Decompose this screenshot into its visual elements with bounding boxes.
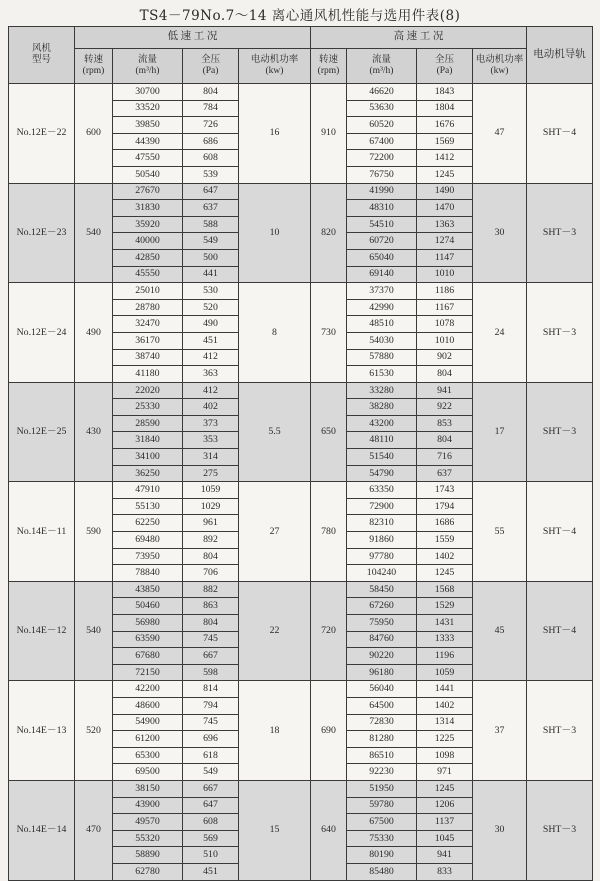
header-high-flow [347, 49, 417, 84]
high-flow-cell: 67400 [347, 133, 417, 150]
low-flow-cell: 78840 [113, 565, 183, 582]
low-pressure-cell: 275 [183, 465, 239, 482]
model-cell: No.12E－22 [9, 84, 75, 184]
high-flow-cell: 56040 [347, 681, 417, 698]
low-flow-cell: 36170 [113, 332, 183, 349]
low-flow-cell: 69480 [113, 532, 183, 549]
high-power-cell: 17 [473, 382, 527, 482]
motor-rail-cell: SHT－4 [527, 482, 593, 582]
low-flow-cell: 47550 [113, 150, 183, 167]
low-speed-cell: 470 [75, 780, 113, 880]
table-row [9, 183, 593, 200]
high-pressure-cell: 1843 [417, 84, 473, 101]
low-flow-cell: 50460 [113, 598, 183, 615]
low-pressure-cell: 510 [183, 847, 239, 864]
high-pressure-cell: 1167 [417, 299, 473, 316]
low-flow-cell: 28590 [113, 415, 183, 432]
low-pressure-cell: 520 [183, 299, 239, 316]
low-flow-cell: 54900 [113, 714, 183, 731]
high-flow-cell: 57880 [347, 349, 417, 366]
high-flow-cell: 53630 [347, 100, 417, 117]
low-pressure-cell: 549 [183, 764, 239, 781]
high-pressure-cell: 902 [417, 349, 473, 366]
header-low-pressure-label: 全压 [200, 55, 220, 66]
low-speed-cell: 520 [75, 681, 113, 781]
model-cell: No.12E－23 [9, 183, 75, 283]
high-pressure-cell: 1441 [417, 681, 473, 698]
table-row [9, 681, 593, 698]
header-low-power [239, 49, 311, 84]
high-pressure-cell: 1363 [417, 216, 473, 233]
low-flow-cell: 73950 [113, 548, 183, 565]
low-flow-cell: 48600 [113, 697, 183, 714]
low-pressure-cell: 804 [183, 548, 239, 565]
low-pressure-cell: 373 [183, 415, 239, 432]
model-cell: No.12E－24 [9, 283, 75, 383]
header-low-speed-unit: (rpm) [82, 66, 105, 76]
header-high-speed [311, 49, 347, 84]
high-flow-cell: 43200 [347, 415, 417, 432]
high-power-cell: 47 [473, 84, 527, 184]
low-flow-cell: 33520 [113, 100, 183, 117]
low-pressure-cell: 745 [183, 631, 239, 648]
high-flow-cell: 104240 [347, 565, 417, 582]
high-flow-cell: 64500 [347, 697, 417, 714]
low-flow-cell: 65300 [113, 747, 183, 764]
high-pressure-cell: 941 [417, 847, 473, 864]
low-pressure-cell: 353 [183, 432, 239, 449]
high-pressure-cell: 804 [417, 432, 473, 449]
high-speed-cell: 640 [311, 780, 347, 880]
header-low-speed-label: 转速 [83, 55, 103, 66]
high-flow-cell: 42990 [347, 299, 417, 316]
high-flow-cell: 97780 [347, 548, 417, 565]
high-speed-cell: 720 [311, 581, 347, 681]
low-flow-cell: 62250 [113, 515, 183, 532]
header-high-speed-group: 高 速 工 况 [311, 27, 527, 49]
high-pressure-cell: 1010 [417, 332, 473, 349]
low-pressure-cell: 794 [183, 697, 239, 714]
high-pressure-cell: 1402 [417, 548, 473, 565]
high-power-cell: 24 [473, 283, 527, 383]
motor-rail-cell: SHT－3 [527, 283, 593, 383]
header-low-flow [113, 49, 183, 84]
low-flow-cell: 62780 [113, 863, 183, 880]
low-pressure-cell: 451 [183, 332, 239, 349]
table-row [9, 780, 593, 797]
low-pressure-cell: 667 [183, 648, 239, 665]
high-power-cell: 45 [473, 581, 527, 681]
header-high-power [473, 49, 527, 84]
high-pressure-cell: 1569 [417, 133, 473, 150]
low-flow-cell: 44390 [113, 133, 183, 150]
low-flow-cell: 47910 [113, 482, 183, 499]
header-low-speed [75, 49, 113, 84]
motor-rail-cell: SHT－3 [527, 183, 593, 283]
header-high-pressure-unit: (Pa) [436, 66, 453, 76]
low-pressure-cell: 549 [183, 233, 239, 250]
low-speed-cell: 430 [75, 382, 113, 482]
low-speed-cell: 540 [75, 581, 113, 681]
low-power-cell: 5.5 [239, 382, 311, 482]
model-cell: No.14E－14 [9, 780, 75, 880]
low-flow-cell: 43850 [113, 581, 183, 598]
high-pressure-cell: 1196 [417, 648, 473, 665]
low-pressure-cell: 412 [183, 349, 239, 366]
low-flow-cell: 34100 [113, 449, 183, 466]
low-flow-cell: 32470 [113, 316, 183, 333]
header-high-flow-unit: (m³/h) [369, 66, 394, 76]
low-flow-cell: 43900 [113, 797, 183, 814]
low-pressure-cell: 402 [183, 399, 239, 416]
high-pressure-cell: 1245 [417, 565, 473, 582]
high-pressure-cell: 1245 [417, 780, 473, 797]
low-flow-cell: 41180 [113, 366, 183, 383]
low-flow-cell: 25010 [113, 283, 183, 300]
header-high-speed-label: 转速 [318, 55, 338, 66]
table-row [9, 84, 593, 101]
high-pressure-cell: 1137 [417, 814, 473, 831]
low-flow-cell: 40000 [113, 233, 183, 250]
low-pressure-cell: 814 [183, 681, 239, 698]
low-flow-cell: 35920 [113, 216, 183, 233]
high-flow-cell: 63350 [347, 482, 417, 499]
low-flow-cell: 49570 [113, 814, 183, 831]
high-flow-cell: 38280 [347, 399, 417, 416]
high-pressure-cell: 971 [417, 764, 473, 781]
high-pressure-cell: 1045 [417, 830, 473, 847]
low-flow-cell: 58890 [113, 847, 183, 864]
high-pressure-cell: 1529 [417, 598, 473, 615]
high-pressure-cell: 1686 [417, 515, 473, 532]
high-pressure-cell: 1098 [417, 747, 473, 764]
high-speed-cell: 780 [311, 482, 347, 582]
high-pressure-cell: 1333 [417, 631, 473, 648]
high-pressure-cell: 1431 [417, 615, 473, 632]
high-flow-cell: 82310 [347, 515, 417, 532]
low-pressure-cell: 726 [183, 117, 239, 134]
high-pressure-cell: 1078 [417, 316, 473, 333]
header-high-pressure [417, 49, 473, 84]
low-pressure-cell: 961 [183, 515, 239, 532]
header-low-power-unit: (kw) [265, 66, 284, 76]
high-flow-cell: 75950 [347, 615, 417, 632]
low-pressure-cell: 500 [183, 249, 239, 266]
low-power-cell: 22 [239, 581, 311, 681]
high-power-cell: 30 [473, 183, 527, 283]
high-flow-cell: 41990 [347, 183, 417, 200]
high-power-cell: 55 [473, 482, 527, 582]
high-flow-cell: 61530 [347, 366, 417, 383]
low-pressure-cell: 608 [183, 150, 239, 167]
header-model-line2: 型号 [31, 55, 51, 65]
low-pressure-cell: 608 [183, 814, 239, 831]
high-flow-cell: 54030 [347, 332, 417, 349]
model-cell: No.14E－12 [9, 581, 75, 681]
header-high-flow-label: 流量 [371, 55, 391, 66]
low-pressure-cell: 696 [183, 731, 239, 748]
low-pressure-cell: 618 [183, 747, 239, 764]
high-pressure-cell: 1274 [417, 233, 473, 250]
high-flow-cell: 48110 [347, 432, 417, 449]
high-speed-cell: 730 [311, 283, 347, 383]
low-flow-cell: 28780 [113, 299, 183, 316]
high-flow-cell: 72830 [347, 714, 417, 731]
high-pressure-cell: 1147 [417, 249, 473, 266]
low-pressure-cell: 863 [183, 598, 239, 615]
high-pressure-cell: 716 [417, 449, 473, 466]
high-pressure-cell: 1314 [417, 714, 473, 731]
high-pressure-cell: 1568 [417, 581, 473, 598]
high-pressure-cell: 1412 [417, 150, 473, 167]
low-power-cell: 10 [239, 183, 311, 283]
header-low-pressure [183, 49, 239, 84]
high-flow-cell: 85480 [347, 863, 417, 880]
high-power-cell: 30 [473, 780, 527, 880]
low-power-cell: 15 [239, 780, 311, 880]
high-flow-cell: 75330 [347, 830, 417, 847]
high-flow-cell: 84760 [347, 631, 417, 648]
low-pressure-cell: 637 [183, 200, 239, 217]
header-high-speed-unit: (rpm) [317, 66, 340, 76]
low-flow-cell: 61200 [113, 731, 183, 748]
low-flow-cell: 36250 [113, 465, 183, 482]
low-flow-cell: 67680 [113, 648, 183, 665]
low-pressure-cell: 412 [183, 382, 239, 399]
motor-rail-cell: SHT－3 [527, 681, 593, 781]
high-pressure-cell: 1470 [417, 200, 473, 217]
model-cell: No.12E－25 [9, 382, 75, 482]
high-speed-cell: 650 [311, 382, 347, 482]
header-low-pressure-unit: (Pa) [202, 66, 219, 76]
high-power-cell: 37 [473, 681, 527, 781]
high-flow-cell: 46620 [347, 84, 417, 101]
table-row [9, 382, 593, 399]
header-high-power-unit: (kw) [490, 66, 509, 76]
high-pressure-cell: 1402 [417, 697, 473, 714]
high-pressure-cell: 941 [417, 382, 473, 399]
high-pressure-cell: 1559 [417, 532, 473, 549]
low-flow-cell: 22020 [113, 382, 183, 399]
low-pressure-cell: 441 [183, 266, 239, 283]
low-power-cell: 8 [239, 283, 311, 383]
high-flow-cell: 33280 [347, 382, 417, 399]
low-flow-cell: 42200 [113, 681, 183, 698]
low-pressure-cell: 1059 [183, 482, 239, 499]
low-flow-cell: 30700 [113, 84, 183, 101]
low-pressure-cell: 745 [183, 714, 239, 731]
low-flow-cell: 39850 [113, 117, 183, 134]
low-pressure-cell: 598 [183, 664, 239, 681]
model-cell: No.14E－11 [9, 482, 75, 582]
low-power-cell: 16 [239, 84, 311, 184]
header-model [9, 27, 75, 84]
low-pressure-cell: 588 [183, 216, 239, 233]
high-flow-cell: 69140 [347, 266, 417, 283]
high-flow-cell: 51950 [347, 780, 417, 797]
low-power-cell: 27 [239, 482, 311, 582]
high-pressure-cell: 1225 [417, 731, 473, 748]
table-header [9, 27, 593, 84]
high-pressure-cell: 1804 [417, 100, 473, 117]
low-flow-cell: 25330 [113, 399, 183, 416]
low-flow-cell: 69500 [113, 764, 183, 781]
high-flow-cell: 58450 [347, 581, 417, 598]
high-flow-cell: 96180 [347, 664, 417, 681]
low-flow-cell: 55130 [113, 498, 183, 515]
low-pressure-cell: 882 [183, 581, 239, 598]
low-power-cell: 18 [239, 681, 311, 781]
low-flow-cell: 31830 [113, 200, 183, 217]
high-flow-cell: 86510 [347, 747, 417, 764]
low-flow-cell: 72150 [113, 664, 183, 681]
high-flow-cell: 54790 [347, 465, 417, 482]
high-pressure-cell: 1206 [417, 797, 473, 814]
high-flow-cell: 48510 [347, 316, 417, 333]
table-body [9, 84, 593, 881]
table-row [9, 283, 593, 300]
low-pressure-cell: 647 [183, 183, 239, 200]
high-pressure-cell: 1676 [417, 117, 473, 134]
low-pressure-cell: 490 [183, 316, 239, 333]
high-pressure-cell: 1059 [417, 664, 473, 681]
high-pressure-cell: 1794 [417, 498, 473, 515]
low-pressure-cell: 569 [183, 830, 239, 847]
high-pressure-cell: 804 [417, 366, 473, 383]
header-motor-rail: 电动机导轨 [527, 27, 593, 84]
motor-rail-cell: SHT－3 [527, 780, 593, 880]
high-pressure-cell: 833 [417, 863, 473, 880]
header-model-line1: 风机 [31, 44, 51, 55]
motor-rail-cell: SHT－4 [527, 84, 593, 184]
header-high-power-label: 电动机功率 [475, 55, 524, 66]
low-flow-cell: 42850 [113, 249, 183, 266]
high-pressure-cell: 1186 [417, 283, 473, 300]
low-flow-cell: 55320 [113, 830, 183, 847]
low-pressure-cell: 784 [183, 100, 239, 117]
high-pressure-cell: 1010 [417, 266, 473, 283]
high-speed-cell: 690 [311, 681, 347, 781]
low-speed-cell: 600 [75, 84, 113, 184]
high-flow-cell: 76750 [347, 166, 417, 183]
low-speed-cell: 540 [75, 183, 113, 283]
high-flow-cell: 67500 [347, 814, 417, 831]
high-flow-cell: 81280 [347, 731, 417, 748]
low-flow-cell: 45550 [113, 266, 183, 283]
low-pressure-cell: 539 [183, 166, 239, 183]
low-flow-cell: 38740 [113, 349, 183, 366]
high-flow-cell: 59780 [347, 797, 417, 814]
low-flow-cell: 63590 [113, 631, 183, 648]
high-pressure-cell: 1490 [417, 183, 473, 200]
high-pressure-cell: 1245 [417, 166, 473, 183]
high-flow-cell: 67260 [347, 598, 417, 615]
table-row [9, 482, 593, 499]
high-flow-cell: 91860 [347, 532, 417, 549]
header-low-flow-unit: (m³/h) [135, 66, 160, 76]
high-speed-cell: 910 [311, 84, 347, 184]
low-pressure-cell: 804 [183, 615, 239, 632]
high-flow-cell: 90220 [347, 648, 417, 665]
low-pressure-cell: 647 [183, 797, 239, 814]
low-flow-cell: 50540 [113, 166, 183, 183]
high-pressure-cell: 637 [417, 465, 473, 482]
header-low-speed-group: 低 速 工 况 [75, 27, 311, 49]
high-flow-cell: 80190 [347, 847, 417, 864]
high-flow-cell: 72200 [347, 150, 417, 167]
low-pressure-cell: 451 [183, 863, 239, 880]
low-pressure-cell: 804 [183, 84, 239, 101]
header-low-power-label: 电动机功率 [250, 55, 299, 66]
high-flow-cell: 60520 [347, 117, 417, 134]
low-speed-cell: 590 [75, 482, 113, 582]
low-pressure-cell: 892 [183, 532, 239, 549]
high-flow-cell: 37370 [347, 283, 417, 300]
low-pressure-cell: 314 [183, 449, 239, 466]
table-row [9, 581, 593, 598]
high-flow-cell: 51540 [347, 449, 417, 466]
high-flow-cell: 60720 [347, 233, 417, 250]
high-pressure-cell: 853 [417, 415, 473, 432]
low-pressure-cell: 686 [183, 133, 239, 150]
high-flow-cell: 72900 [347, 498, 417, 515]
motor-rail-cell: SHT－4 [527, 581, 593, 681]
fan-performance-table [8, 26, 593, 881]
header-high-pressure-label: 全压 [434, 55, 454, 66]
low-flow-cell: 56980 [113, 615, 183, 632]
low-pressure-cell: 667 [183, 780, 239, 797]
high-flow-cell: 65040 [347, 249, 417, 266]
low-pressure-cell: 530 [183, 283, 239, 300]
high-speed-cell: 820 [311, 183, 347, 283]
low-flow-cell: 27670 [113, 183, 183, 200]
low-pressure-cell: 1029 [183, 498, 239, 515]
page-title: TS4－79No.7～14 离心通风机性能与选用件表(8) [139, 8, 461, 24]
high-pressure-cell: 1743 [417, 482, 473, 499]
high-pressure-cell: 922 [417, 399, 473, 416]
high-flow-cell: 92230 [347, 764, 417, 781]
model-cell: No.14E－13 [9, 681, 75, 781]
high-flow-cell: 54510 [347, 216, 417, 233]
low-pressure-cell: 706 [183, 565, 239, 582]
low-flow-cell: 38150 [113, 780, 183, 797]
low-flow-cell: 31840 [113, 432, 183, 449]
low-speed-cell: 490 [75, 283, 113, 383]
low-pressure-cell: 363 [183, 366, 239, 383]
motor-rail-cell: SHT－3 [527, 382, 593, 482]
header-low-flow-label: 流量 [137, 55, 157, 66]
high-flow-cell: 48310 [347, 200, 417, 217]
